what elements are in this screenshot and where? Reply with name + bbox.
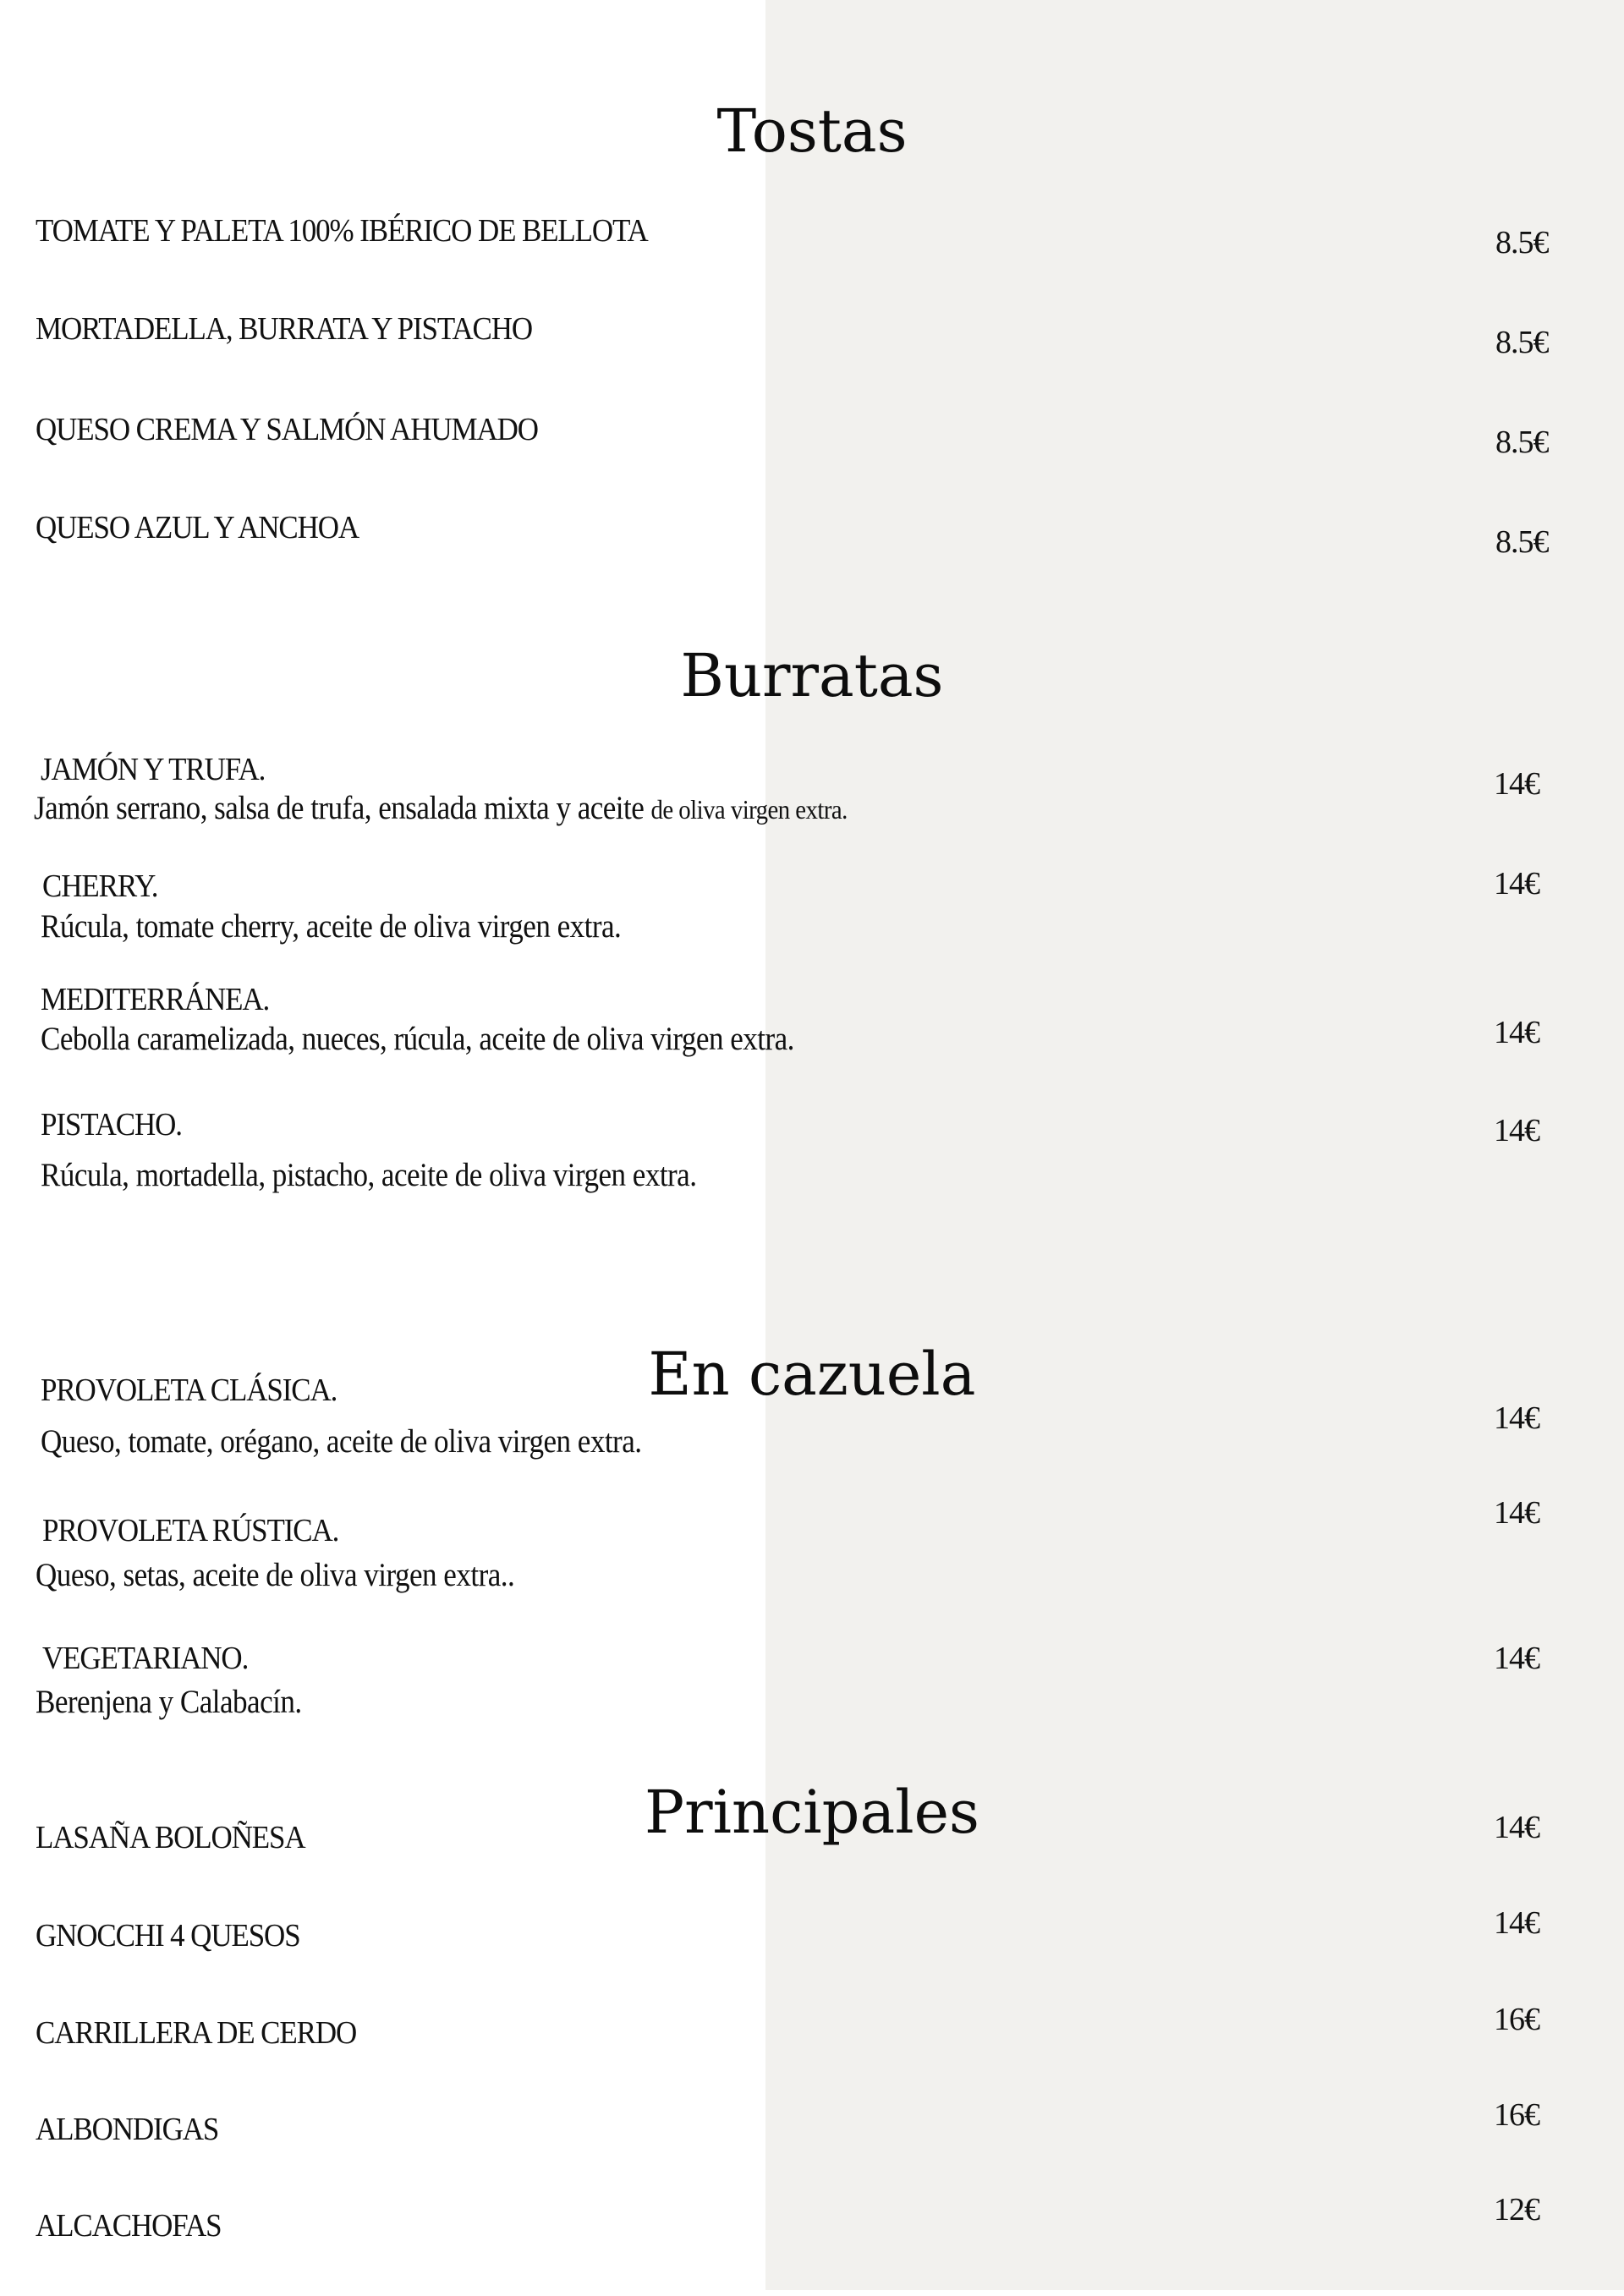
- item-description: Rúcula, tomate cherry, aceite de oliva virgen extra.: [41, 908, 622, 945]
- item-price: 14€: [1494, 1400, 1539, 1436]
- item-name: ALCACHOFAS: [36, 2208, 222, 2244]
- item-name: ALBONDIGAS: [36, 2112, 219, 2147]
- item-name: LASAÑA BOLOÑESA: [36, 1820, 305, 1855]
- item-price: 14€: [1494, 1905, 1539, 1941]
- item-price: 8.5€: [1495, 524, 1549, 560]
- item-name: JAMÓN Y TRUFA.: [41, 752, 266, 787]
- item-name: GNOCCHI 4 QUESOS: [36, 1918, 300, 1954]
- item-name: TOMATE Y PALETA 100% IBÉRICO DE BELLOTA: [36, 213, 648, 249]
- item-name: MEDITERRÁNEA.: [41, 982, 270, 1017]
- section-title-principales: Principales: [645, 1778, 979, 1848]
- section-title-tostas: Tostas: [716, 96, 908, 167]
- item-price: 14€: [1494, 1641, 1539, 1676]
- item-description-small: de oliva virgen extra.: [650, 794, 848, 825]
- section-title-burratas: Burratas: [680, 641, 944, 711]
- item-price: 14€: [1494, 1015, 1539, 1050]
- item-price: 14€: [1494, 1495, 1539, 1531]
- item-name: CARRILLERA DE CERDO: [36, 2015, 357, 2051]
- item-price: 14€: [1494, 1113, 1539, 1148]
- section-title-en-cazuela: En cazuela: [648, 1340, 976, 1410]
- item-price: 12€: [1494, 2192, 1539, 2228]
- item-description: Berenjena y Calabacín.: [36, 1684, 302, 1720]
- item-name: QUESO AZUL Y ANCHOA: [36, 510, 359, 545]
- item-name: QUESO CREMA Y SALMÓN AHUMADO: [36, 412, 538, 447]
- item-description: Rúcula, mortadella, pistacho, aceite de oliva virgen extra.: [41, 1157, 697, 1193]
- item-name: PROVOLETA RÚSTICA.: [42, 1513, 339, 1548]
- item-description: Queso, tomate, orégano, aceite de oliva virgen extra.: [41, 1423, 642, 1460]
- item-description-main: Jamón serrano, salsa de trufa, ensalada mixta y aceite: [34, 790, 651, 826]
- item-price: 16€: [1494, 2097, 1539, 2133]
- item-description: Cebolla caramelizada, nueces, rúcula, aceite de oliva virgen extra.: [41, 1021, 794, 1057]
- item-name: MORTADELLA, BURRATA Y PISTACHO: [36, 311, 533, 347]
- item-description: Queso, setas, aceite de oliva virgen extra..: [36, 1557, 515, 1593]
- item-price: 16€: [1494, 2002, 1539, 2037]
- item-price: 14€: [1494, 1810, 1539, 1845]
- item-name: PROVOLETA CLÁSICA.: [41, 1373, 337, 1408]
- item-price: 8.5€: [1495, 425, 1549, 460]
- item-price: 14€: [1494, 866, 1539, 901]
- item-name: VEGETARIANO.: [42, 1641, 249, 1676]
- item-price: 8.5€: [1495, 225, 1549, 260]
- item-name: CHERRY.: [42, 869, 158, 904]
- item-name: PISTACHO.: [41, 1107, 182, 1143]
- item-description: [34, 792, 848, 825]
- item-price: 14€: [1494, 766, 1539, 802]
- item-price: 8.5€: [1495, 325, 1549, 360]
